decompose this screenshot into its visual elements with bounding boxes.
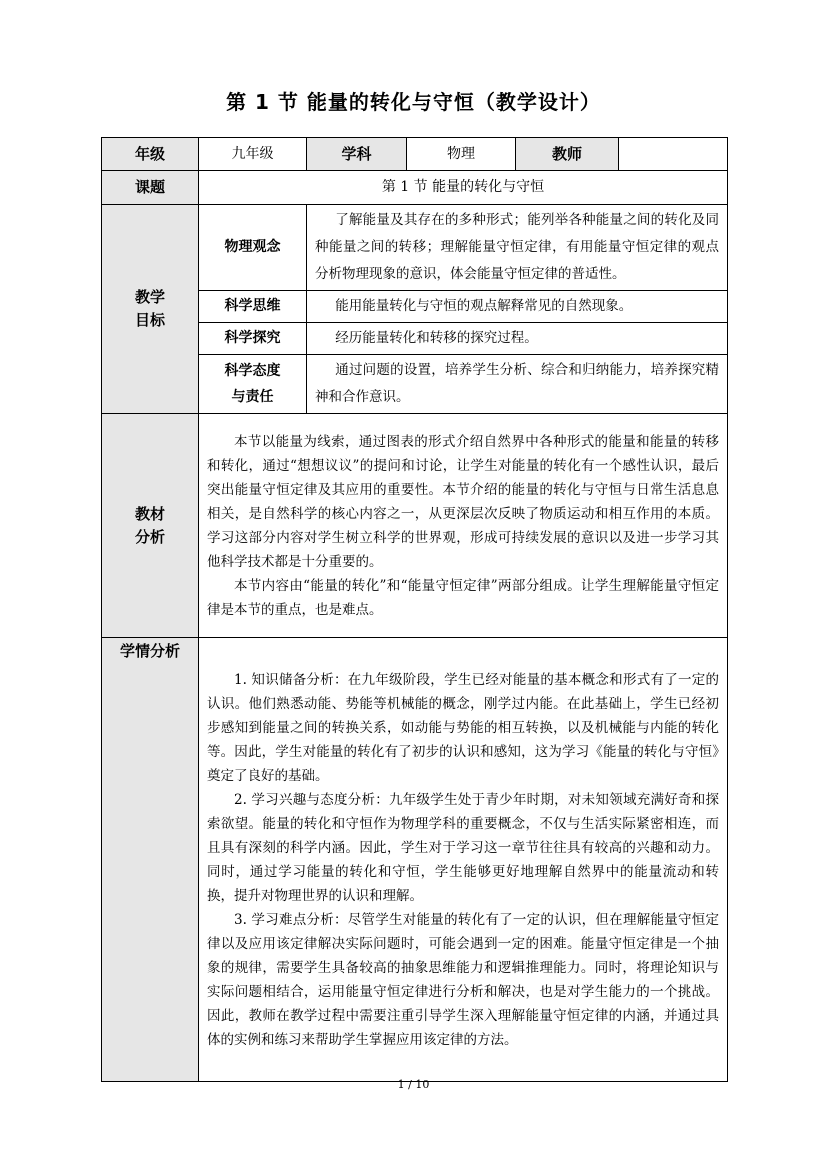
grade-label: 年级 [102,138,199,171]
goals-label [102,205,199,414]
goal-label-scientific-thinking: 科学思维 [199,291,307,323]
goal-text-scientific-inquiry [307,323,728,355]
goal-text-physics-concept-p: 了解能量及其存在的多种形式；能列举各种能量之间的转化及同种能量之间的转移；理解能量守恒定律，有用能量守恒定律的观点分析物理现象的意识，体会能量守恒定律的普适性。 [315,212,719,282]
learner-paragraph-1: 1. 知识储备分析：在九年级阶段，学生已经对能量的基本概念和形式有了一定的认识。他们熟悉动能、势能等机械能的概念，刚学过内能。在此基础上，学生已经初步感知到能量之间的转换关系，如动能与势能的相互转换，以及机械能与内能的转化等。因此，学生对能量的转化有了初步的认识和感知，这为学习《能量的转化与守恒》奠定了良好的基础。 [207,671,719,784]
topic-label: 课题 [102,171,199,205]
goals-label-line1: 教学 [134,288,165,306]
material-label-line2: 分析 [134,527,165,546]
material-paragraph-1: 本节以能量为线索，通过图表的形式介绍自然界中各种形式的能量和能量的转移和转化，通过“想想议议”的提问和讨论，让学生对能量的转化有一个感性认识，最后突出能量守恒定律及其应用的重要性。本节介绍的能量的转化与守恒与日常生活息息相关，是自然科学的核心内容之一，从更深层次反映了物质运动和相互作用的本质。学习这部分内容对学生树立科学的世界观，形成可持续发展的意识以及进一步学习其他科学技术都是十分重要的。 [207,433,719,570]
topic-value: 第 1 节 能量的转化与守恒 [199,171,728,205]
goal-label-attitude [199,355,307,414]
teacher-label: 教师 [516,138,619,171]
material-paragraph-2: 本节内容由“能量的转化”和“能量守恒定律”两部分组成。让学生理解能量守恒定律是本节的重点，也是难点。 [207,577,719,618]
goal-text-attitude-p: 通过问题的设置，培养学生分析、综合和归纳能力，培养探究精神和合作意识。 [315,362,719,405]
goal-text-scientific-inquiry-p: 经历能量转化和转移的探究过程。 [335,330,538,346]
material-label [102,414,199,638]
subject-label: 学科 [307,138,407,171]
goal-label-attitude-line2: 与责任 [231,389,274,405]
grade-value: 九年级 [199,138,307,171]
teacher-value [619,138,728,171]
material-analysis [199,414,728,638]
goal-text-scientific-thinking-p: 能用能量转化与守恒的观点解释常见的自然现象。 [335,298,633,314]
page-title: 第 1 节 能量的转化与守恒（教学设计） [226,90,601,114]
material-label-line1: 教材 [134,504,165,523]
goals-label-line2: 目标 [134,311,165,329]
goal-label-attitude-line1: 科学态度 [224,363,281,379]
goal-text-physics-concept [307,205,728,291]
goal-label-scientific-inquiry: 科学探究 [199,323,307,355]
learner-paragraph-2: 2. 学习兴趣与态度分析：九年级学生处于青少年时期，对未知领域充满好奇和探索欲望。能量的转化和守恒作为物理学科的重要概念，不仅与生活实际紧密相连，而且具有深刻的科学内涵。因此，学生对于学习这一章节往往具有较高的兴趣和动力。同时，通过学习能量的转化和守恒，学生能够更好地理解自然界中的能量流动和转换，提升对物理世界的认识和理解。 [207,791,719,904]
learner-label: 学情分析 [102,638,199,1082]
page-number: 1 / 10 [397,1078,430,1091]
learner-paragraph-3: 3. 学习难点分析：尽管学生对能量的转化有了一定的认识，但在理解能量守恒定律以及应用该定律解决实际问题时，可能会遇到一定的困难。能量守恒定律是一个抽象的规律，需要学生具备较高的抽象思维能力和逻辑推理能力。同时，将理论知识与实际问题相结合，运用能量守恒定律进行分析和解决，也是对学生能力的一个挑战。因此，教师在教学过程中需要注重引导学生深入理解能量守恒定律的内涵，并通过具体的实例和练习来帮助学生掌握应用该定律的方法。 [207,911,719,1048]
lesson-plan-table [101,137,728,1082]
goal-text-scientific-thinking [307,291,728,323]
subject-value: 物理 [407,138,516,171]
goal-label-physics-concept: 物理观念 [199,205,307,291]
learner-analysis [199,638,728,1082]
goal-text-attitude [307,355,728,414]
